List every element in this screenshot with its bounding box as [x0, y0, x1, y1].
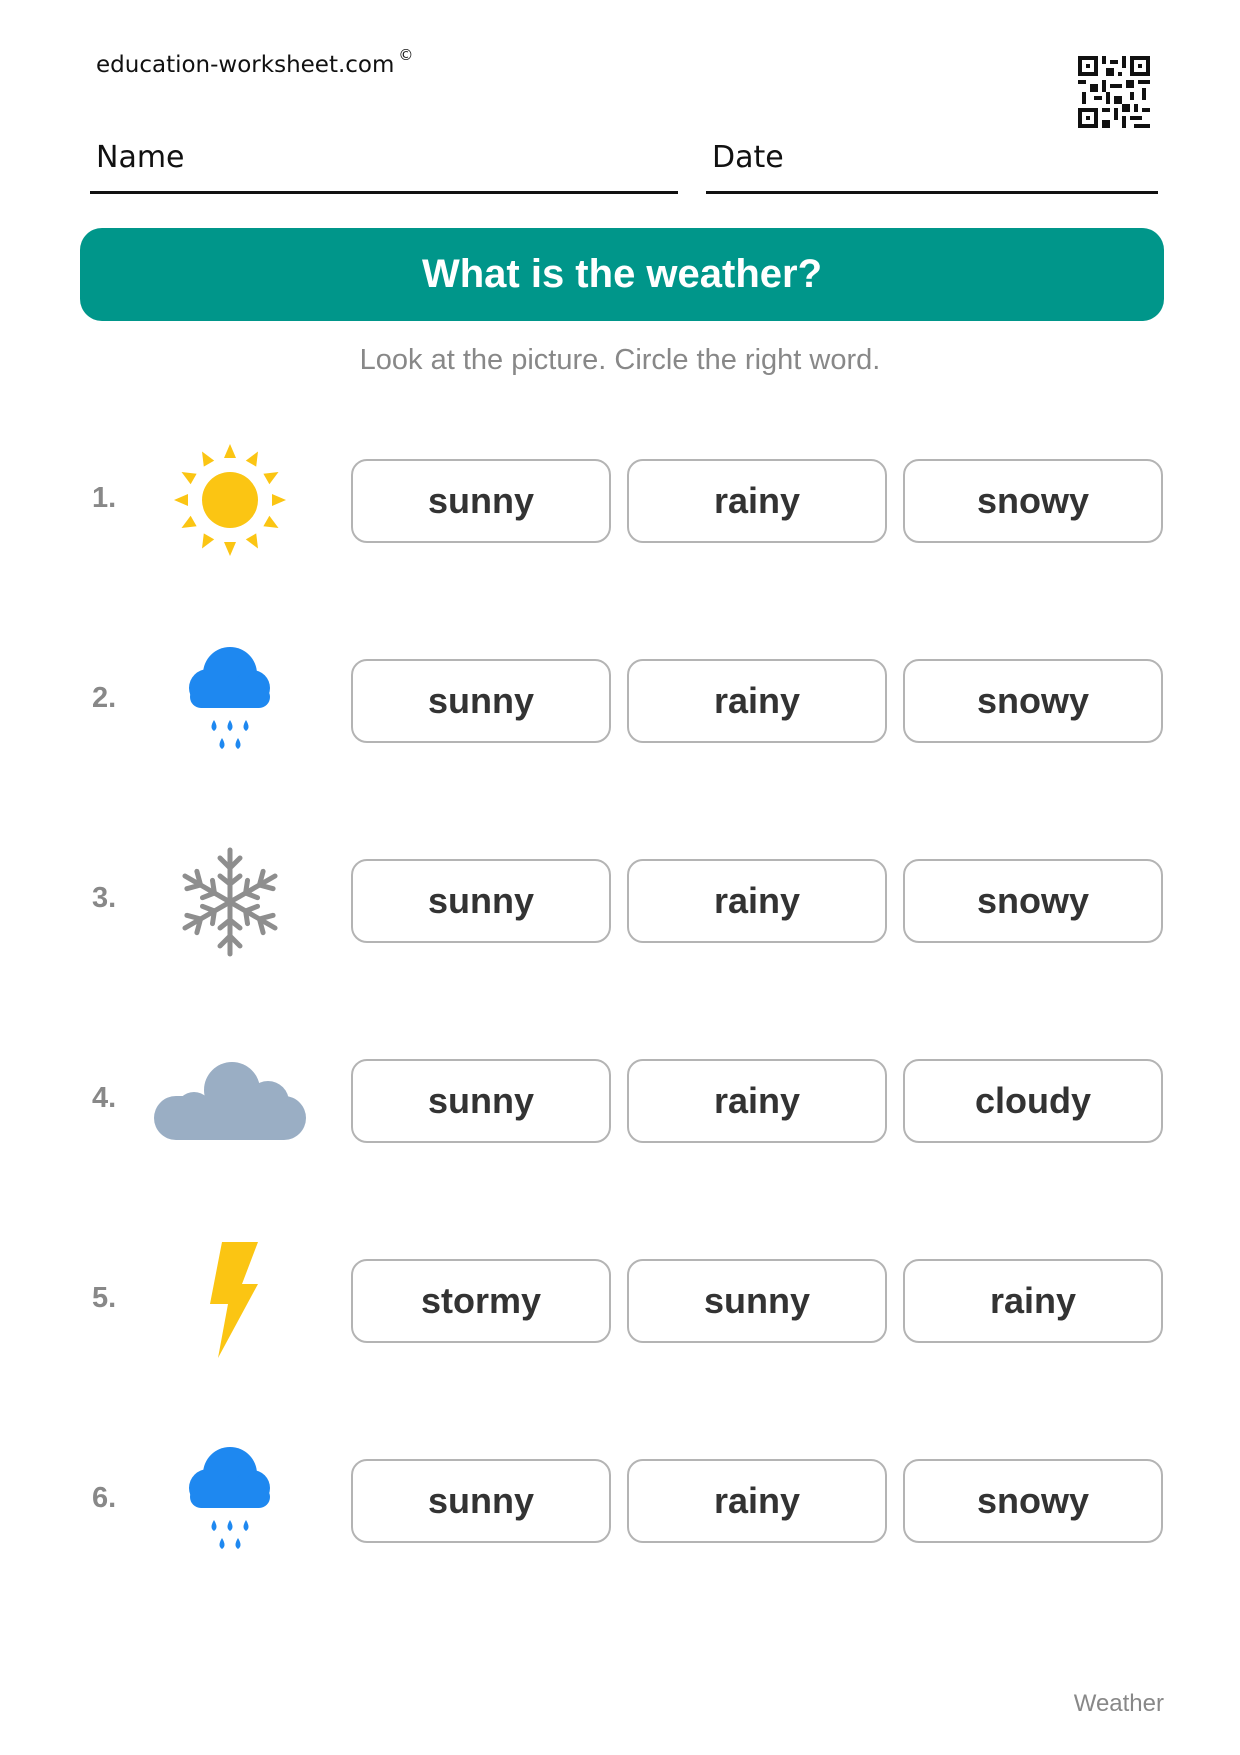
lightning-icon [150, 1240, 310, 1360]
date-field[interactable] [706, 140, 1158, 194]
question-number: 4. [92, 1082, 117, 1114]
question-row-6 [0, 1440, 1240, 1560]
answer-option[interactable]: rainy [627, 859, 887, 943]
answer-option[interactable]: sunny [351, 459, 611, 543]
question-number: 1. [92, 482, 117, 514]
sun-icon [150, 440, 310, 560]
question-number: 5. [92, 1282, 117, 1314]
question-row-4 [0, 1040, 1240, 1160]
site-credit [96, 46, 413, 78]
copyright-symbol: © [398, 46, 414, 64]
question-row-5 [0, 1240, 1240, 1360]
answer-option[interactable]: sunny [351, 1459, 611, 1543]
answer-option[interactable]: rainy [627, 459, 887, 543]
question-row-3 [0, 840, 1240, 960]
question-number: 6. [92, 1482, 117, 1514]
answer-option[interactable]: sunny [351, 659, 611, 743]
footer-topic: Weather [1073, 1690, 1164, 1717]
answer-option[interactable]: cloudy [903, 1059, 1163, 1143]
answer-option[interactable]: rainy [627, 1459, 887, 1543]
question-row-2 [0, 640, 1240, 760]
answer-option[interactable]: snowy [903, 459, 1163, 543]
answer-option[interactable]: rainy [903, 1259, 1163, 1343]
answer-option[interactable]: rainy [627, 1059, 887, 1143]
answer-option[interactable]: snowy [903, 659, 1163, 743]
snowflake-icon [150, 840, 310, 960]
answer-option[interactable]: sunny [351, 859, 611, 943]
name-label: Name [96, 140, 185, 175]
answer-option[interactable]: sunny [351, 1059, 611, 1143]
answer-option[interactable]: stormy [351, 1259, 611, 1343]
site-name: education-worksheet.com [96, 52, 395, 78]
name-field[interactable] [90, 140, 678, 194]
answer-option[interactable]: snowy [903, 859, 1163, 943]
worksheet-title: What is the weather? [80, 228, 1164, 321]
question-row-1 [0, 440, 1240, 560]
instruction-text: Look at the picture. Circle the right word. [359, 344, 881, 376]
qr-code-icon [1078, 56, 1150, 128]
question-number: 2. [92, 682, 117, 714]
answer-option[interactable]: rainy [627, 659, 887, 743]
question-number: 3. [92, 882, 117, 914]
date-label: Date [712, 140, 784, 175]
rain-cloud-icon [150, 1440, 310, 1560]
answer-option[interactable]: snowy [903, 1459, 1163, 1543]
rain-cloud-icon [150, 640, 310, 760]
cloud-icon [150, 1040, 310, 1160]
answer-option[interactable]: sunny [627, 1259, 887, 1343]
